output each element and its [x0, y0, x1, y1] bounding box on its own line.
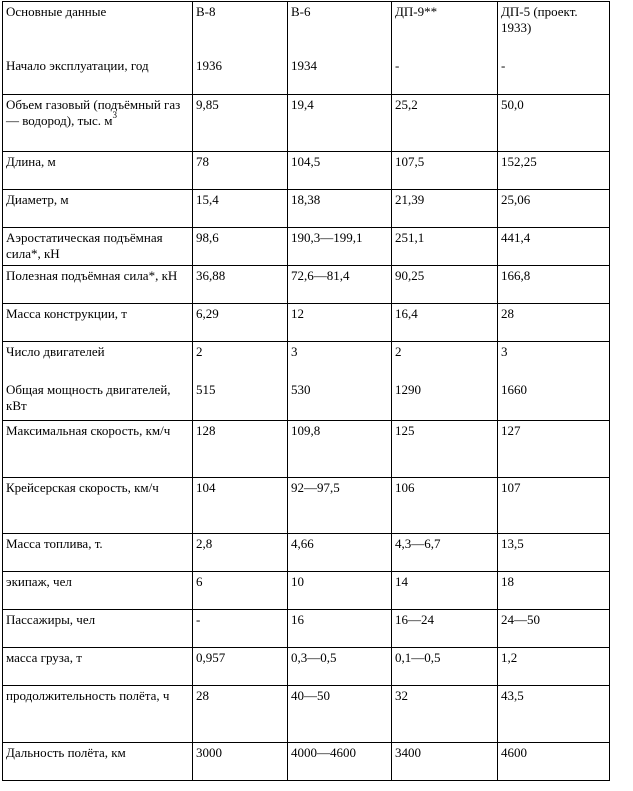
operation-start-v6: 1934	[291, 58, 317, 73]
table-row	[3, 421, 610, 478]
table-cell: 16,4	[392, 304, 498, 342]
cell-value-extra: 1660	[501, 382, 527, 397]
table-cell: 107	[498, 478, 610, 534]
table-cell: продолжительность полёта, ч	[3, 686, 193, 743]
table-cell	[392, 342, 498, 421]
table-cell: Аэростатическая подъёмная сила*, кН	[3, 228, 193, 266]
table-cell: 28	[193, 686, 288, 743]
table-cell	[193, 342, 288, 421]
table-row	[3, 304, 610, 342]
table-cell: 98,6	[193, 228, 288, 266]
table-cell: 0,3—0,5	[288, 648, 392, 686]
table-cell: 9,85	[193, 95, 288, 152]
table-row	[3, 478, 610, 534]
table-cell: 15,4	[193, 190, 288, 228]
table-cell	[193, 2, 288, 95]
table-row	[3, 342, 610, 421]
table-cell: 4,3—6,7	[392, 534, 498, 572]
table-cell: Масса топлива, т.	[3, 534, 193, 572]
table-cell: 92—97,5	[288, 478, 392, 534]
table-cell: 3000	[193, 743, 288, 781]
table-row	[3, 152, 610, 190]
table-cell: 0,957	[193, 648, 288, 686]
table-cell: 19,4	[288, 95, 392, 152]
table-cell: 125	[392, 421, 498, 478]
table-cell: 16—24	[392, 610, 498, 648]
row-label-extra: Общая мощность двигателей, кВт	[6, 382, 171, 413]
table-row	[3, 610, 610, 648]
table-cell: 78	[193, 152, 288, 190]
table-cell: 16	[288, 610, 392, 648]
table-cell	[3, 342, 193, 421]
table-row	[3, 743, 610, 781]
cell-value-extra: 515	[196, 382, 216, 397]
cell-value: 3	[291, 344, 298, 359]
operation-start-dp5: -	[501, 58, 506, 73]
table-cell: 4600	[498, 743, 610, 781]
table-cell: 32	[392, 686, 498, 743]
table-cell	[288, 2, 392, 95]
table-cell: 190,3—199,1	[288, 228, 392, 266]
table-cell: 441,4	[498, 228, 610, 266]
table-cell	[498, 342, 610, 421]
table-cell: 6,29	[193, 304, 288, 342]
operation-start-v8: 1936	[196, 58, 222, 73]
table-cell: Длина, м	[3, 152, 193, 190]
table-cell: Полезная подъёмная сила*, кН	[3, 266, 193, 304]
table-cell: 4000—4600	[288, 743, 392, 781]
table-cell: 128	[193, 421, 288, 478]
table-cell: 3400	[392, 743, 498, 781]
cell-value: 3	[501, 344, 508, 359]
table-row	[3, 95, 610, 152]
table-cell: 4,66	[288, 534, 392, 572]
table-cell: 14	[392, 572, 498, 610]
table-cell: 127	[498, 421, 610, 478]
table-row-header	[3, 2, 610, 95]
table-cell: 152,25	[498, 152, 610, 190]
cell-value: 2	[395, 344, 402, 359]
table-cell: 43,5	[498, 686, 610, 743]
table-cell: 21,39	[392, 190, 498, 228]
table-row	[3, 534, 610, 572]
table-cell	[498, 2, 610, 95]
table-cell	[3, 95, 193, 152]
column-header-v8: В-8	[196, 4, 216, 19]
table-cell: 90,25	[392, 266, 498, 304]
column-header-dp9: ДП-9**	[395, 4, 438, 19]
table-cell: Пассажиры, чел	[3, 610, 193, 648]
table-cell: 12	[288, 304, 392, 342]
table-cell: 251,1	[392, 228, 498, 266]
column-header-dp5: ДП-5 (проект. 1933)	[501, 4, 578, 35]
table-cell: масса груза, т	[3, 648, 193, 686]
row-label: Объем газовый (подъёмный газ — водород), тыс. м	[6, 97, 181, 128]
table-row	[3, 228, 610, 266]
table-cell: 106	[392, 478, 498, 534]
table-cell: Максимальная скорость, км/ч	[3, 421, 193, 478]
table-cell: 104,5	[288, 152, 392, 190]
table-cell: 24—50	[498, 610, 610, 648]
table-row	[3, 686, 610, 743]
table-cell: 6	[193, 572, 288, 610]
table-cell: 18	[498, 572, 610, 610]
table-cell	[288, 342, 392, 421]
table-cell: Дальность полёта, км	[3, 743, 193, 781]
cell-value-extra: 1290	[395, 382, 421, 397]
table-row	[3, 648, 610, 686]
table-cell: 25,2	[392, 95, 498, 152]
table-cell: Диаметр, м	[3, 190, 193, 228]
header-label: Основные данные	[6, 4, 107, 19]
column-header-v6: В-6	[291, 4, 311, 19]
table-cell: 13,5	[498, 534, 610, 572]
cell-value: 2	[196, 344, 203, 359]
table-cell: 40—50	[288, 686, 392, 743]
table-row	[3, 572, 610, 610]
table-cell: 10	[288, 572, 392, 610]
table-cell: 36,88	[193, 266, 288, 304]
table-cell: 107,5	[392, 152, 498, 190]
table-cell: 1,2	[498, 648, 610, 686]
table-cell: 166,8	[498, 266, 610, 304]
table-cell: 2,8	[193, 534, 288, 572]
operation-start-dp9: -	[395, 58, 400, 73]
table-cell: 28	[498, 304, 610, 342]
cell-value-extra: 530	[291, 382, 311, 397]
table-row	[3, 190, 610, 228]
table-cell: 50,0	[498, 95, 610, 152]
table-row	[3, 266, 610, 304]
table-cell: 104	[193, 478, 288, 534]
table-cell	[3, 2, 193, 95]
table-cell: -	[193, 610, 288, 648]
airship-spec-table	[2, 1, 610, 781]
table-cell: Масса конструкции, т	[3, 304, 193, 342]
table-cell: Крейсерская скорость, км/ч	[3, 478, 193, 534]
superscript: 3	[112, 110, 118, 120]
table-cell: 25,06	[498, 190, 610, 228]
table-cell: 18,38	[288, 190, 392, 228]
operation-start-label: Начало эксплуатации, год	[6, 58, 149, 73]
table-cell: 0,1—0,5	[392, 648, 498, 686]
table-cell: экипаж, чел	[3, 572, 193, 610]
table-cell: 72,6—81,4	[288, 266, 392, 304]
table-cell	[392, 2, 498, 95]
row-label: Число двигателей	[6, 344, 105, 359]
table-cell: 109,8	[288, 421, 392, 478]
